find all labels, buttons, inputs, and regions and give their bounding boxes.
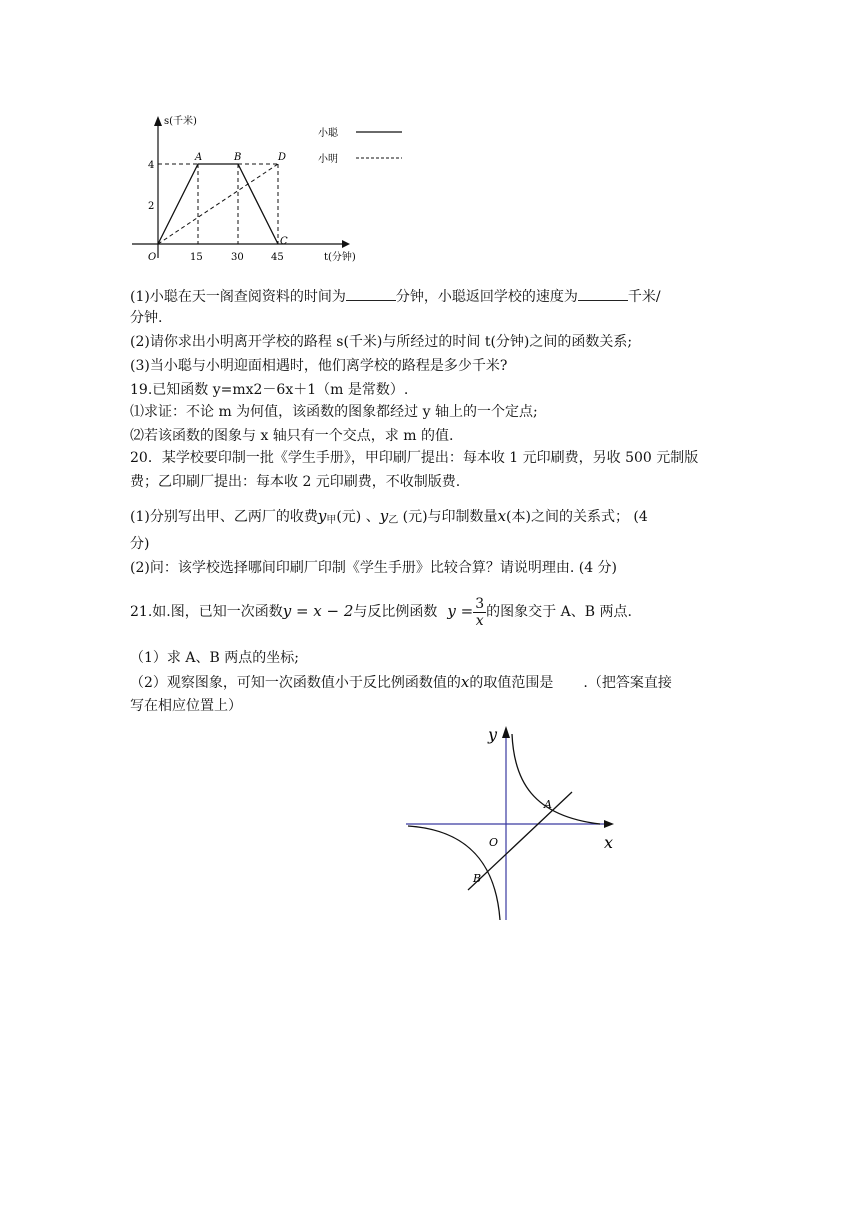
q21-p2-text-c: .（把答案直接 (583, 675, 672, 691)
legend-xiaoming: 小明 (318, 154, 338, 165)
q21-part2-line2: 写在相应位置上） (130, 698, 242, 714)
q21-text-b: 与反比例函数 (353, 604, 438, 620)
xiaoming-line (158, 164, 278, 244)
x-tick-45: 45 (271, 252, 284, 263)
point-a-label: A (195, 152, 203, 163)
hyperbola-branch-q1 (512, 734, 600, 824)
q21-x-var: x (460, 673, 470, 691)
reciprocal-lhs: y = (447, 602, 474, 620)
origin-label: O (148, 252, 157, 263)
q21-text-a: 21.如.图，已知一次函数 (130, 604, 283, 620)
q18-blank-time[interactable] (346, 286, 396, 301)
q18-blank-speed[interactable] (578, 286, 628, 301)
y-yi-var: $y_乙$ (379, 507, 399, 526)
q18-part3: (3)当小聪与小明迎面相遇时，他们离学校的路程是多少千米? (130, 358, 508, 374)
x-tick-30: 30 (231, 252, 244, 263)
q20-p1-text-a: (1)分别写出甲、乙两厂的收费 (130, 509, 318, 525)
q20-p1-text-b: (元) 、 (336, 509, 380, 525)
point-c-label: C (280, 236, 288, 247)
y-axis-arrow (502, 726, 510, 738)
q20-stem-line1: 20．某学校要印制一批《学生手册》，甲印刷厂提出：每本收 1 元印刷费，另收 500 元制版 (130, 450, 699, 466)
q20-stem-line2: 费；乙印刷厂提出：每本收 2 元印刷费，不收制版费. (130, 474, 461, 490)
function-graph (400, 720, 630, 925)
point-a-label: A (544, 798, 552, 811)
linear-line (468, 792, 572, 890)
q18-p1-text-c: 千米/ (627, 289, 661, 305)
x-var: x (497, 507, 507, 525)
y-axis-arrow (154, 116, 162, 126)
x-axis-label: x (604, 833, 614, 852)
q18-part1-line2: 分钟. (130, 310, 163, 326)
q21-text-c: 的图象交于 A、B 两点. (486, 604, 632, 620)
reciprocal-fraction: $\frac{3}{x}$ (475, 595, 485, 629)
y-axis-label: s(千米) (164, 116, 197, 127)
x-tick-15: 15 (190, 252, 203, 263)
q20-part1-line2: 分) (130, 536, 150, 552)
q21-p2-text-a: （2）观察图象，可知一次函数值小于反比例函数值的 (130, 675, 461, 691)
q21-part2-line1 (130, 672, 672, 693)
origin-label: O (489, 836, 499, 849)
q18-p1-text-a: (1)小聪在天一阁查阅资料的时间为 (130, 289, 346, 305)
y-tick-4: 4 (148, 160, 155, 171)
q20-p1-text-d: (本)之间的关系式； (4 (506, 509, 648, 525)
legend-xiaocong: 小聪 (318, 128, 338, 139)
point-d-label: D (278, 152, 287, 163)
q20-part2: (2)问：该学校选择哪间印刷厂印制《学生手册》比较合算？请说明理由. (4 分) (130, 560, 618, 576)
q18-part2: (2)请你求出小明离开学校的路程 s(千米)与所经过的时间 t(分钟)之间的函数关系; (130, 334, 633, 350)
q19-stem: 19.已知函数 y=mx2－6x＋1（m 是常数）. (130, 382, 409, 398)
q20-part1-line1 (130, 506, 648, 531)
q18-p1-text-b: 分钟，小聪返回学校的速度为 (395, 289, 578, 305)
y-jia-var: $y_甲$ (317, 507, 337, 526)
distance-time-graph (120, 108, 420, 273)
linear-function: y = x − 2 (282, 602, 354, 620)
y-axis-label: y (488, 725, 498, 744)
q21-part1: （1）求 A、B 两点的坐标; (130, 650, 299, 666)
q20-p1-text-c: (元)与印制数量 (398, 509, 498, 525)
x-axis-label: t(分钟) (324, 252, 356, 263)
q19-part1: ⑴求证：不论 m 为何值，该函数的图象都经过 y 轴上的一个定点; (130, 404, 538, 420)
q19-part2: ⑵若该函数的图象与 x 轴只有一个交点，求 m 的值. (130, 428, 454, 444)
point-b-label: B (473, 872, 482, 885)
q21-p2-text-b: 的取值范围是 (469, 675, 554, 691)
point-b-label: B (234, 152, 242, 163)
x-axis-arrow (342, 240, 350, 248)
x-axis-arrow (604, 820, 614, 828)
q18-part1-line1 (130, 286, 661, 307)
q21-stem (130, 592, 632, 631)
y-tick-2: 2 (148, 201, 155, 212)
